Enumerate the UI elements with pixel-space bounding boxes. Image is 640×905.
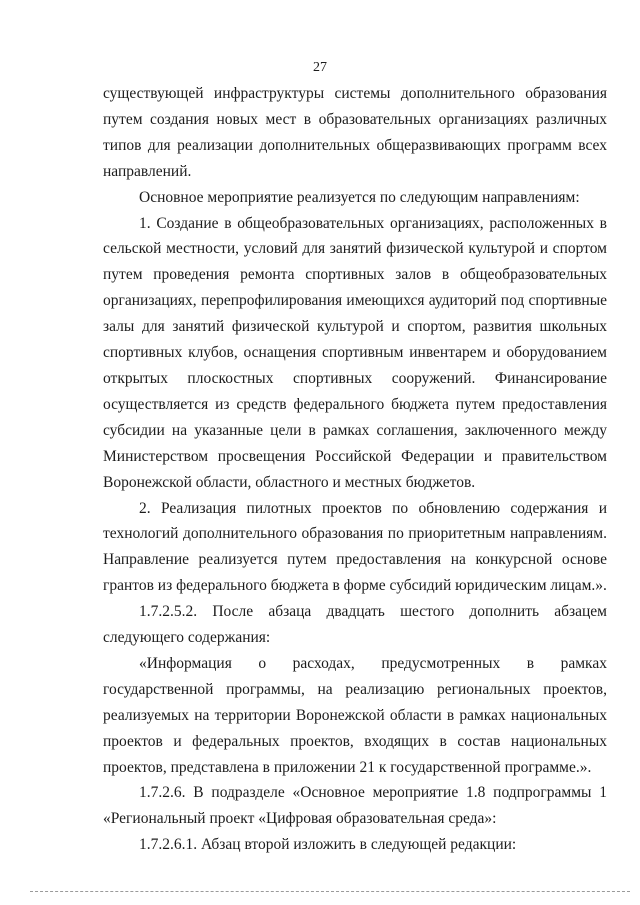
scan-bottom-edge: [30, 891, 630, 892]
paragraph-clause-1-7-2-5-2: 1.7.2.5.2. После абзаца двадцать шестого дополнить абзацем следующего содержания:: [103, 603, 607, 647]
document-body: [103, 81, 607, 858]
paragraph-continuation: существующей инфраструктуры системы дополнительного образования путем создания новых мест в образовательных организациях различных типов для реализации дополнительных общеразвивающих программ всех направлений.: [103, 85, 607, 180]
paragraph-clause-1-7-2-6-1: 1.7.2.6.1. Абзац второй изложить в следующей редакции:: [139, 836, 517, 854]
paragraph-expenditure-info: «Информация о расходах, предусмотренных в рамках государственной программы, на реализацию региональных проектов, реализуемых на территории Воронежской области в рамках национальных проектов и федеральных проектов, входящих в состав национальных проектов, представлена в приложении 21 к государственной программе.».: [103, 654, 607, 776]
page-number: 27: [313, 60, 327, 75]
paragraph-clause-1-7-2-6: 1.7.2.6. В подразделе «Основное мероприятие 1.8 подпрограммы 1 «Региональный проект «Цифровая образовательная среда»:: [103, 784, 607, 828]
paragraph-direction-2: 2. Реализация пилотных проектов по обновлению содержания и технологий дополнительного образования по приоритетным направлениям. Направление реализуется путем предоставления на конкурсной основе грантов из федерального бюджета в форме субсидий юридическим лицам.».: [103, 499, 607, 595]
paragraph-direction-1: 1. Создание в общеобразовательных организациях, расположенных в сельской местности, условий для занятий физической культурой и спортом путем проведения ремонта спортивных залов в общеобразовательных организациях, перепрофилирования имеющихся аудиторий под спортивные залы для занятий физической культурой и спортом, развития школьных спортивных клубов, оснащения спортивным инвентарем и оборудованием открытых плоскостных спортивных сооружений. Финансирование осуществляется из средств федерального бюджета путем предоставления субсидии на указанные цели в рамках соглашения, заключенного между Министерством просвещения Российской Федерации и правительством Воронежской области, областного и местных бюджетов.: [103, 214, 607, 491]
paragraph-directions-intro: Основное мероприятие реализуется по следующим направлениям:: [139, 188, 580, 206]
